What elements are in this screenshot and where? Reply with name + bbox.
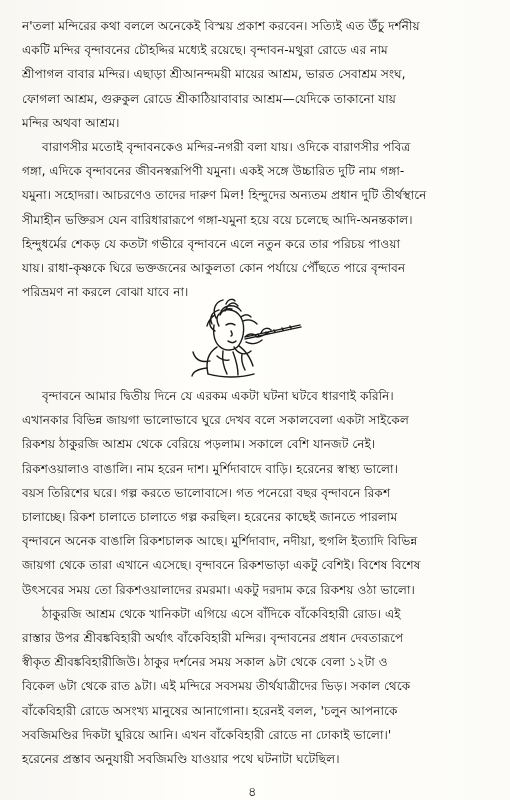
text-line: সীমাহীন ভক্তিরস যেন বারিধারারূপে গঙ্গা-যমুনা হয়ে বয়ে চলেছে আদি-অনন্তকাল। xyxy=(22,212,413,227)
text-line: রিকশয় ঠাকুরজি আশ্রম থেকে বেরিয়ে পড়লাম। সকালে বেশি যানজট নেই। xyxy=(22,437,376,452)
text-line: স্বীকৃত শ্রীবঙ্কবিহারীজিউ। ঠাকুর দর্শনের সময় সকাল ৯টা থেকে বেলা ১২টা ও xyxy=(22,655,388,670)
text-line: পরিভ্রমণ না করলে বোঝা যাবে না। xyxy=(22,285,189,300)
paragraph xyxy=(22,384,496,602)
paragraph xyxy=(22,135,496,304)
text-line: শ্রীপাগল বাবার মন্দির। এছাড়া শ্রীআনন্দময়ী মায়ের আশ্রম, ভারত সেবাশ্রম সংঘ, xyxy=(22,67,406,82)
text-line: ঠাকুরজি আশ্রম থেকে খানিকটা এগিয়ে এসে বাঁদিকে বাঁকেবিহারী রোড। এই xyxy=(42,606,401,621)
text-line: মন্দির অথবা আশ্রম। xyxy=(22,115,120,130)
text-line: হিন্দুধর্মের শেকড় যে কতটা গভীরে বৃন্দাবনে এলে নতুন করে তার পরিচয় পাওয়া xyxy=(22,236,401,251)
page-number: ৪ xyxy=(248,785,257,800)
text-line: সবজিমণ্ডির দিকটা ঘুরিয়ে আনি। এখন বাঁকেবিহারী রোডে না ঢোকাই ভালো।' xyxy=(22,727,392,742)
text-line: যমুনা। সহোদরা। আচরণেও তাদের দারুণ মিল! হিন্দুদের অন্যতম প্রধান দুটি তীর্থস্থানে xyxy=(22,188,427,203)
text-line: জায়গা থেকে তারা এখানে এসেছে। বৃন্দাবনে রিকশভাড়া একটু বেশিই। বিশেষ বিশেষ xyxy=(22,558,421,573)
text-line: হরেনের প্রস্তাব অনুযায়ী সবজিমণ্ডি যাওয়ার পথে ঘটনাটা ঘটেছিল। xyxy=(22,752,340,767)
paragraph xyxy=(22,602,496,771)
text-line: বৃন্দাবনে অনেক বাঙালি রিকশচালক আছে। মুর্শিদাবাদ, নদীয়া, হুগলি ইত্যাদি বিভিন্ন xyxy=(22,534,418,549)
text-line: রিকশওয়ালাও বাঙালি। নাম হরেন দাশ। মুর্শিদাবাদে বাড়ি। হরেনের স্বাস্থ্য ভালো। xyxy=(22,461,398,476)
text-line: একটি মন্দির বৃন্দাবনের চৌহদ্দির মধ্যেই রয়েছে। বৃন্দাবন-মথুরা রোডে এর নাম xyxy=(22,43,388,58)
lower-text-section xyxy=(22,384,496,771)
text-line: উৎসবের সময় তো রিকশওয়ালাদের রমরমা। একটু দরদাম করে রিকশয় ওঠা ভালো। xyxy=(22,582,415,597)
text-line: চালাচ্ছে। রিকশ চালাতে চালাতে গল্প করছিল। হরেনের কাছেই জানতে পারলাম xyxy=(22,510,398,525)
upper-text-section xyxy=(22,14,496,304)
krishna-flute-illustration xyxy=(178,298,318,380)
text-line: বাঁকেবিহারী রোডে অসংখ্য মানুষের আনাগোনা। হরেনই বলল, 'চলুন আপনাকে xyxy=(22,703,398,718)
text-line: বয়স তিরিশের ঘরে। গল্প করতে ভালোবাসে। গত পনেরো বছর বৃন্দাবনে রিকশ xyxy=(22,485,391,500)
paragraph xyxy=(22,14,496,135)
text-line: বৃন্দাবনে আমার দ্বিতীয় দিনে যে এরকম একটা ঘটনা ঘটবে ধারণাই করিনি। xyxy=(42,389,394,403)
text-line: ফোগলা আশ্রম, গুরুকুল রোডে শ্রীকাঠিয়াবাবার আশ্রম—যেদিকে তাকানো যায় xyxy=(22,91,396,106)
text-line: রাস্তার উপর শ্রীবঙ্কবিহারী অর্থাৎ বাঁকেবিহারী মন্দির। বৃন্দাবনের প্রধান দেবতারূপে xyxy=(22,631,404,646)
text-line: বারাণসীর মতোই বৃন্দাবনকেও মন্দির-নগরী বলা যায়। ওদিকে বারাণসীর পবিত্র xyxy=(42,140,411,155)
text-line: এখানকার বিভিন্ন জায়গা ভালোভাবে ঘুরে দেখব বলে সকালবেলা একটা সাইকেল xyxy=(22,413,409,428)
text-line: ন'তলা মন্দিরের কথা বললে অনেকেই বিস্ময় প্রকাশ করবেন। সত্যিই এত উঁচু দর্শনীয় xyxy=(22,19,420,33)
text-line: গঙ্গা, এদিকে বৃন্দাবনের জীবনস্বরূপিণী যমুনা। একই সঙ্গে উচ্চারিত দুটি নাম গঙ্গা- xyxy=(22,164,405,179)
text-line: যায়। রাধা-কৃষ্ণকে ঘিরে ভক্তজনের আকুলতা কোন পর্যায়ে পৌঁছতে পারে বৃন্দাবন xyxy=(22,261,406,276)
text-line: বিকেল ৬টা থেকে রাত ৯টা। এই মন্দিরে সবসময় তীর্থযাত্রীদের ভিড়। সকাল থেকে xyxy=(22,679,411,694)
